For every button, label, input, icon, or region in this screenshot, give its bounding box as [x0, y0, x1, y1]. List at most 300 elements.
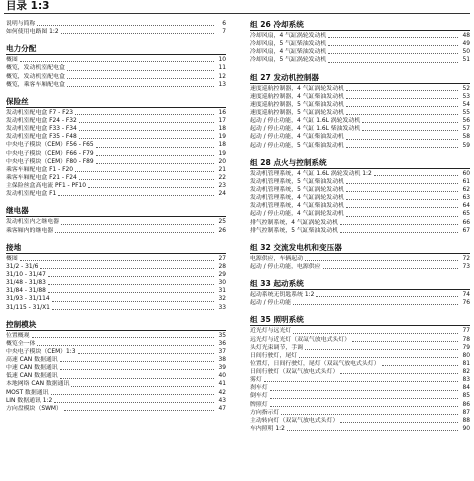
toc-entry-page: 60 — [462, 170, 470, 177]
toc-entry-label: 发动机室内之继电器 — [6, 219, 60, 226]
toc-entry-label: 头灯光束调节，手调 — [250, 344, 304, 351]
toc-entry-label: 发动机室配电盒 F1 — [6, 191, 57, 198]
dot-leader — [346, 199, 458, 200]
toc-entry-label: 发动机管理系统，4 气缸涡轮发动机 — [250, 195, 344, 202]
section-heading: 电力分配 — [6, 44, 37, 54]
toc-entry[interactable] — [6, 263, 226, 271]
section-heading: 继电器 — [6, 206, 29, 216]
toc-entry-label: 电源供应，车辆起动 — [250, 255, 304, 262]
toc-entry[interactable] — [250, 255, 470, 263]
toc-entry-label: 起动 / 停止功能，4 气缸 1.6L 涡轮发动机 — [250, 118, 361, 125]
toc-entry[interactable] — [6, 348, 226, 356]
toc-entry[interactable] — [250, 186, 470, 194]
toc-entry-page: 23 — [218, 183, 226, 190]
toc-entry-label: 发动机室配电盒 F24 - F32 — [6, 117, 77, 124]
dot-leader — [293, 304, 458, 305]
toc-entry-page: 88 — [462, 417, 470, 424]
toc-entry-label: 冷却风扇，4 气缸柴油发动机 — [250, 49, 327, 56]
toc-entry[interactable] — [6, 117, 226, 125]
dot-leader — [293, 333, 458, 334]
toc-entry[interactable] — [250, 178, 470, 186]
toc-entry-page: 12 — [218, 73, 226, 80]
toc-entry-page: 16 — [218, 109, 226, 116]
toc-entry-page: 66 — [462, 219, 470, 226]
dot-leader — [340, 224, 458, 225]
toc-entry-label: 发动机室配电盒 F35 - F48 — [6, 134, 77, 141]
toc-entry[interactable] — [250, 344, 470, 352]
toc-entry[interactable] — [250, 409, 470, 417]
section-divider — [6, 216, 226, 217]
toc-entry-label: 概览，发动机室配电盒 — [6, 65, 65, 72]
toc-entry[interactable] — [250, 210, 470, 218]
toc-entry-page: 77 — [462, 328, 470, 335]
toc-entry-page: 81 — [462, 360, 470, 367]
dot-leader — [346, 90, 458, 91]
section-divider — [250, 168, 470, 169]
dot-leader — [51, 394, 215, 395]
toc-entry-label: 本地网络 CAN 数据通讯 — [6, 381, 70, 388]
toc-entry[interactable] — [6, 279, 226, 287]
toc-entry-page: 55 — [462, 109, 470, 116]
toc-entry[interactable] — [6, 56, 226, 64]
toc-entry-page: 63 — [462, 195, 470, 202]
toc-entry[interactable] — [250, 133, 470, 141]
toc-entry-page: 35 — [218, 332, 226, 339]
section-divider — [250, 325, 470, 326]
dot-leader — [52, 309, 214, 310]
toc-entry-label: 高速 CAN 数据通讯 — [6, 357, 58, 364]
toc-entry-label: 起动 / 停止功能 — [250, 300, 292, 307]
toc-entry-label: 冷却风扇，4 气缸涡轮发动机 — [250, 32, 327, 39]
toc-entry-page: 49 — [462, 41, 470, 48]
toc-entry-page: 87 — [462, 409, 470, 416]
toc-entry-page: 86 — [462, 401, 470, 408]
dot-leader — [352, 341, 458, 342]
toc-entry[interactable] — [6, 190, 226, 198]
toc-entry-label: 方向指示灯 — [250, 409, 280, 416]
toc-entry-page: 28 — [218, 263, 226, 270]
toc-entry-page: 38 — [218, 357, 226, 364]
dot-leader — [346, 114, 458, 115]
section-divider — [6, 107, 226, 108]
toc-entry-label: MOST 数据通讯 — [6, 389, 49, 396]
toc-entry-page: 20 — [218, 158, 226, 165]
dot-leader — [287, 430, 458, 431]
dot-leader — [96, 147, 214, 148]
toc-entry[interactable] — [6, 174, 226, 182]
toc-entry-label: 刹车灯 — [250, 385, 268, 392]
toc-entry-page: 24 — [218, 191, 226, 198]
toc-entry-page: 31 — [218, 288, 226, 295]
toc-entry-label: 方向盘模块（SWM） — [6, 405, 62, 412]
toc-entry-page: 83 — [462, 377, 470, 384]
dot-leader — [64, 410, 214, 411]
toc-entry[interactable] — [6, 405, 226, 413]
toc-entry-label: 发动机管理系统，5 气缸涡轮发动机 — [250, 186, 344, 193]
toc-entry-page: 33 — [218, 304, 226, 311]
dot-leader — [79, 138, 214, 139]
toc-entry-page: 50 — [462, 49, 470, 56]
section-divider — [250, 83, 470, 84]
toc-entry[interactable] — [250, 109, 470, 117]
dot-leader — [88, 187, 214, 188]
toc-entry-page: 17 — [218, 117, 226, 124]
toc-entry-label: 速度巡航控制器，5 气缸涡轮发动机 — [250, 109, 344, 116]
toc-entry-page: 22 — [218, 174, 226, 181]
dot-leader — [328, 45, 458, 46]
toc-entry[interactable] — [6, 295, 226, 303]
toc-entry-label: 位置概观 — [6, 332, 30, 339]
section-divider — [250, 253, 470, 254]
dot-leader — [79, 130, 214, 131]
dot-leader — [75, 171, 214, 172]
toc-entry-label: 车内照明 1:2 — [250, 426, 285, 433]
toc-entry-label: 概览，发动机室配电盒 — [6, 73, 65, 80]
toc-entry-page: 13 — [218, 81, 226, 88]
toc-entry-page: 27 — [218, 255, 226, 262]
dot-leader — [79, 179, 214, 180]
dot-leader — [346, 216, 458, 217]
section-divider — [6, 253, 226, 254]
toc-entry-page: 26 — [218, 227, 226, 234]
toc-entry[interactable] — [6, 227, 226, 235]
toc-entry[interactable] — [250, 170, 470, 178]
dot-leader — [67, 70, 214, 71]
toc-entry[interactable] — [6, 81, 226, 89]
toc-entry-page: 43 — [218, 397, 226, 404]
toc-entry-page: 59 — [462, 142, 470, 149]
dot-leader — [270, 390, 458, 391]
dot-leader — [299, 357, 458, 358]
toc-entry[interactable] — [250, 32, 470, 40]
title-bar — [4, 0, 470, 14]
dot-leader — [340, 232, 458, 233]
toc-entry-label: 倒车灯 — [250, 393, 268, 400]
toc-entry[interactable] — [250, 384, 470, 392]
toc-entry-label: 中速 CAN 数据通讯 — [6, 365, 58, 372]
dot-leader — [328, 62, 458, 63]
section-heading: 组 35 照明系统 — [250, 315, 304, 325]
toc-entry-page: 90 — [462, 426, 470, 433]
toc-entry[interactable] — [6, 182, 226, 190]
toc-entry-label: 冷却风扇，5 气缸柴油发动机 — [250, 41, 327, 48]
toc-entry-page: 78 — [462, 336, 470, 343]
dot-leader — [78, 353, 214, 354]
toc-entry-page: 53 — [462, 93, 470, 100]
dot-leader — [340, 422, 458, 423]
toc-entry-page: 19 — [218, 134, 226, 141]
dot-leader — [67, 86, 214, 87]
dot-leader — [55, 232, 214, 233]
toc-entry[interactable] — [250, 219, 470, 227]
toc-entry[interactable] — [6, 397, 226, 405]
dot-leader — [346, 191, 458, 192]
toc-entry[interactable] — [250, 117, 470, 125]
dot-leader — [96, 155, 214, 156]
dot-leader — [20, 61, 214, 62]
toc-entry-page: 65 — [462, 211, 470, 218]
toc-right-column — [250, 20, 470, 433]
toc-entry-page: 39 — [218, 365, 226, 372]
toc-entry-label: 起动 / 停止功能，电源供应 — [250, 263, 321, 270]
toc-entry-page: 62 — [462, 186, 470, 193]
dot-leader — [305, 260, 458, 261]
toc-entry-page: 47 — [218, 405, 226, 412]
toc-entry[interactable] — [6, 166, 226, 174]
toc-entry-page: 52 — [462, 85, 470, 92]
toc-entry[interactable] — [250, 352, 470, 360]
dot-leader — [37, 345, 214, 346]
toc-entry[interactable] — [250, 417, 470, 425]
dot-leader — [79, 122, 214, 123]
toc-entry-page: 79 — [462, 344, 470, 351]
dot-leader — [346, 147, 458, 148]
toc-entry-label: 排气控制系统，4 气缸涡轮发动机 — [250, 219, 339, 226]
toc-entry[interactable] — [6, 356, 226, 364]
toc-entry-label: 31/84 - 31/88 — [6, 288, 46, 295]
section-heading: 组 27 发动机控制器 — [250, 72, 320, 82]
dot-leader — [48, 292, 214, 293]
toc-entry-label: 概览全一体 — [6, 340, 36, 347]
toc-entry-page: 61 — [462, 178, 470, 185]
toc-entry-label: 排气控制系统，5 气缸柴油发动机 — [250, 227, 339, 234]
section-heading: 组 32 交流发电机和变压器 — [250, 242, 342, 252]
dot-leader — [52, 301, 214, 302]
section-gap — [6, 36, 226, 44]
toc-entry-page: 58 — [462, 134, 470, 141]
toc-entry-label: 说明与简称 — [6, 20, 36, 27]
toc-entry[interactable] — [250, 299, 470, 307]
toc-entry[interactable] — [6, 381, 226, 389]
dot-leader — [96, 163, 214, 164]
toc-entry-label: 远光灯与近光灯（双氙气放电式头灯） — [250, 336, 351, 343]
toc-entry[interactable] — [250, 393, 470, 401]
toc-entry-label: 起动 / 停止功能，4 气缸涡轮发动机 — [250, 211, 344, 218]
toc-entry-page: 72 — [462, 255, 470, 262]
toc-entry[interactable] — [6, 133, 226, 141]
dot-leader — [32, 337, 214, 338]
toc-entry-label: 起动 / 停止功能，5 气缸柴油发动机 — [250, 142, 344, 149]
toc-entry[interactable] — [250, 48, 470, 56]
toc-entry-label: 中央电子模块（CEM）1:3 — [6, 348, 76, 355]
toc-entry-label: 发动机管理系统，4 气缸 1.6L 涡轮发动机 1:2 — [250, 170, 372, 177]
section-gap — [250, 235, 470, 243]
section-gap — [6, 235, 226, 243]
dot-leader — [362, 122, 458, 123]
toc-entry-label: 31/2 - 31/6 — [6, 263, 39, 270]
toc-entry[interactable] — [6, 340, 226, 348]
dot-leader — [281, 414, 458, 415]
toc-entry[interactable] — [250, 202, 470, 210]
toc-entry[interactable] — [6, 28, 226, 36]
toc-entry-page: 29 — [218, 271, 226, 278]
toc-entry-label: 31/48 - 31/83 — [6, 280, 46, 287]
toc-entry-label: 发动机室配电盒 F7 - F23 — [6, 109, 73, 116]
toc-entry-page: 21 — [218, 166, 226, 173]
toc-entry-label: 31/115 - 31/X1 — [6, 304, 50, 311]
toc-entry[interactable] — [250, 368, 470, 376]
dot-leader — [48, 276, 214, 277]
toc-entry-page: 51 — [462, 57, 470, 64]
section-heading: 控制模块 — [6, 319, 37, 329]
section-heading: 组 28 点火与控制系统 — [250, 157, 327, 167]
toc-entry-label: 雾灯 — [250, 377, 262, 384]
toc-entry-label: 中央电子模块（CEM）F80 - F89 — [6, 158, 94, 165]
toc-entry[interactable] — [6, 389, 226, 397]
dot-leader — [58, 195, 214, 196]
toc-entry-label: 主保险丝盒高电流 PF1 - PF10 — [6, 183, 86, 190]
toc-entry[interactable] — [6, 332, 226, 340]
dot-leader — [328, 37, 458, 38]
toc-entry-page: 82 — [462, 369, 470, 376]
toc-entry-page: 48 — [462, 32, 470, 39]
toc-entry[interactable] — [250, 40, 470, 48]
toc-entry-label: 乘客厢内的继电器 — [6, 227, 54, 234]
toc-entry-page: 73 — [462, 263, 470, 270]
dot-leader — [270, 406, 458, 407]
dot-leader — [40, 268, 214, 269]
toc-entry[interactable] — [250, 194, 470, 202]
page-title: 目录 1:3 — [6, 0, 50, 12]
section-heading: 组 33 起动系统 — [250, 279, 304, 289]
dot-leader — [346, 207, 458, 208]
dot-leader — [305, 349, 458, 350]
toc-entry-label: 乘客车厢配电盒 F21 - F24 — [6, 174, 77, 181]
section-gap — [250, 150, 470, 158]
toc-entry-label: 概图 — [6, 255, 18, 262]
dot-leader — [340, 373, 458, 374]
dot-leader — [37, 25, 214, 26]
toc-entry-page: 37 — [218, 348, 226, 355]
toc-entry[interactable] — [250, 327, 470, 335]
toc-entry[interactable] — [250, 227, 470, 235]
toc-entry[interactable] — [6, 372, 226, 380]
toc-entry-page: 67 — [462, 227, 470, 234]
toc-entry[interactable] — [6, 271, 226, 279]
toc-entry-page: 25 — [218, 219, 226, 226]
dot-leader — [328, 53, 458, 54]
dot-leader — [20, 260, 214, 261]
toc-entry[interactable] — [6, 304, 226, 312]
section-heading: 组 26 冷却系统 — [250, 20, 304, 29]
section-gap — [250, 65, 470, 73]
toc-entry[interactable] — [6, 287, 226, 295]
section-gap — [6, 89, 226, 97]
dot-leader — [323, 268, 458, 269]
toc-entry[interactable] — [6, 64, 226, 72]
section-heading: 接地 — [6, 242, 22, 252]
toc-entry-page: 64 — [462, 203, 470, 210]
toc-entry-page: 19 — [218, 150, 226, 157]
dot-leader — [374, 175, 458, 176]
toc-entry[interactable] — [250, 376, 470, 384]
dot-leader — [382, 365, 458, 366]
dot-leader — [346, 106, 458, 107]
toc-entry-label: 位置灯，日间行驶灯，尾灯（双氙气放电式头灯） — [250, 360, 380, 367]
toc-entry[interactable] — [6, 218, 226, 226]
dot-leader — [264, 381, 458, 382]
toc-entry-label: 主动转向灯（双氙气放电式头灯） — [250, 417, 339, 424]
toc-entry-label: 概图 — [6, 57, 18, 64]
toc-entry-label: 起动 / 停止功能，4 气缸 1.6L 柴油发动机 — [250, 126, 361, 133]
dot-leader — [270, 398, 458, 399]
toc-entry-label: 31/10 - 31/47 — [6, 271, 46, 278]
toc-entry-page: 30 — [218, 280, 226, 287]
toc-entry-page: 18 — [218, 142, 226, 149]
toc-entry[interactable] — [6, 109, 226, 117]
toc-entry[interactable] — [250, 401, 470, 409]
toc-entry[interactable] — [6, 141, 226, 149]
toc-entry[interactable] — [6, 158, 226, 166]
toc-entry[interactable] — [6, 73, 226, 81]
toc-entry[interactable] — [6, 364, 226, 372]
toc-entry-page: 40 — [218, 373, 226, 380]
toc-entry[interactable] — [6, 150, 226, 158]
toc-entry-label: 冷却风扇，5 气缸涡轮发动机 — [250, 57, 327, 64]
section-heading: 保险丝 — [6, 96, 29, 106]
toc-entry-page: 41 — [218, 381, 226, 388]
toc-entry-page: 57 — [462, 126, 470, 133]
toc-entry-label: 中央电子模块（CEM）F56 - F65 — [6, 142, 94, 149]
dot-leader — [60, 369, 214, 370]
dot-leader — [67, 78, 214, 79]
toc-entry-page: 7 — [222, 29, 226, 36]
dot-leader — [60, 361, 214, 362]
toc-entry[interactable] — [250, 425, 470, 433]
toc-entry[interactable] — [6, 20, 226, 28]
toc-entry-page: 80 — [462, 352, 470, 359]
toc-entry[interactable] — [250, 101, 470, 109]
dot-leader — [346, 183, 458, 184]
section-divider — [6, 330, 226, 331]
toc-entry[interactable] — [6, 255, 226, 263]
toc-entry[interactable] — [6, 125, 226, 133]
section-gap — [6, 198, 226, 206]
toc-entry[interactable] — [250, 336, 470, 344]
toc-entry[interactable] — [250, 93, 470, 101]
toc-entry-label: 低速 CAN 数据通讯 — [6, 373, 58, 380]
dot-leader — [346, 98, 458, 99]
toc-entry[interactable] — [250, 85, 470, 93]
toc-entry[interactable] — [250, 291, 470, 299]
toc-entry-page: 76 — [462, 300, 470, 307]
toc-left-column — [6, 20, 226, 413]
toc-entry[interactable] — [250, 56, 470, 64]
toc-entry-label: 如何使用电路图 1:2 — [6, 29, 59, 36]
toc-entry[interactable] — [250, 142, 470, 150]
dot-leader — [60, 378, 214, 379]
toc-entry-label: 31/93 - 31/114 — [6, 296, 50, 303]
section-divider — [6, 54, 226, 55]
dot-leader — [48, 284, 214, 285]
toc-entry-page: 36 — [218, 340, 226, 347]
section-divider — [250, 30, 470, 31]
toc-entry-label: 发动机管理系统，4 气缸柴油发动机 — [250, 203, 344, 210]
toc-entry-label: 近光灯与远光灯 — [250, 328, 292, 335]
toc-entry-page: 54 — [462, 101, 470, 108]
toc-entry-page: 56 — [462, 118, 470, 125]
toc-entry[interactable] — [250, 263, 470, 271]
section-gap — [250, 271, 470, 279]
toc-entry[interactable] — [250, 360, 470, 368]
toc-entry[interactable] — [250, 125, 470, 133]
toc-entry-page: 32 — [218, 296, 226, 303]
dot-leader — [54, 402, 214, 403]
dot-leader — [346, 139, 458, 140]
toc-entry-page: 10 — [218, 57, 226, 64]
dot-leader — [71, 386, 214, 387]
toc-entry-page: 85 — [462, 393, 470, 400]
